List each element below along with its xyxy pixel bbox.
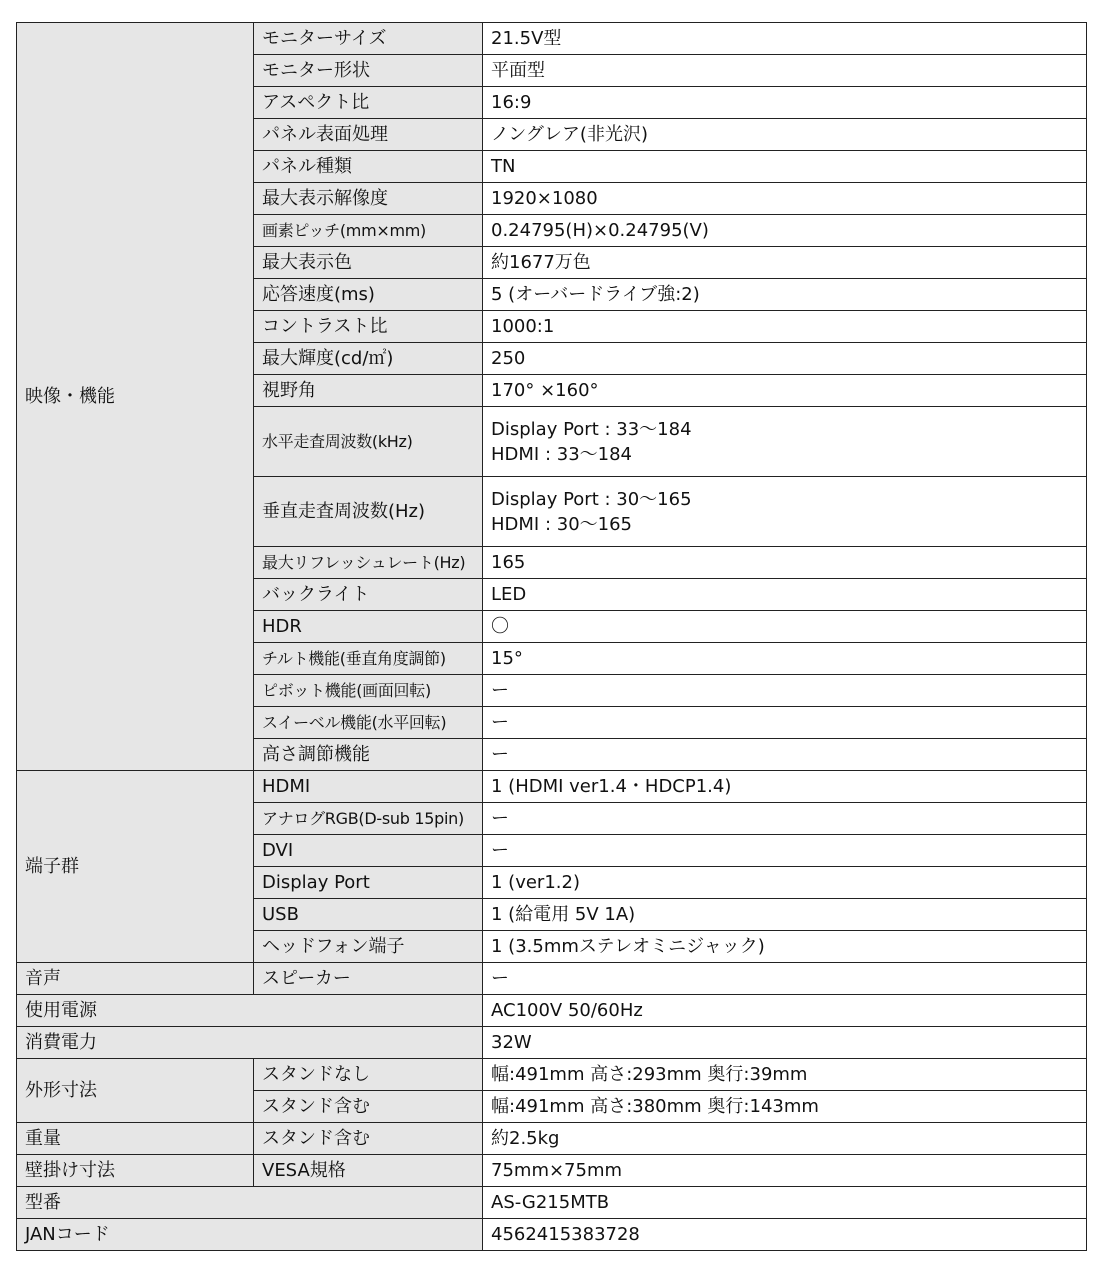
spec-value: 75mm×75mm — [483, 1155, 1087, 1187]
spec-label: VESA規格 — [254, 1155, 483, 1187]
spec-label: パネル表面処理 — [254, 119, 483, 151]
spec-value: 250 — [483, 343, 1087, 375]
spec-label: モニターサイズ — [254, 23, 483, 55]
spec-value: 幅:491mm 高さ:293mm 奥行:39mm — [483, 1059, 1087, 1091]
spec-value: ー — [483, 803, 1087, 835]
spec-value: 165 — [483, 547, 1087, 579]
spec-value: 幅:491mm 高さ:380mm 奥行:143mm — [483, 1091, 1087, 1123]
table-row — [17, 995, 1087, 1027]
spec-value: 1 (ver1.2) — [483, 867, 1087, 899]
spec-value: ー — [483, 963, 1087, 995]
category-jan: JANコード — [17, 1219, 483, 1251]
spec-value: 15° — [483, 643, 1087, 675]
spec-value: 約1677万色 — [483, 247, 1087, 279]
spec-value: ー — [483, 739, 1087, 771]
category-power-consumption: 消費電力 — [17, 1027, 483, 1059]
table-row — [17, 1219, 1087, 1251]
category-dimensions: 外形寸法 — [17, 1059, 254, 1123]
spec-value: 約2.5kg — [483, 1123, 1087, 1155]
spec-label: 最大輝度(cd/㎡) — [254, 343, 483, 375]
spec-label: スピーカー — [254, 963, 483, 995]
spec-table — [16, 22, 1087, 1251]
spec-label: 応答速度(ms) — [254, 279, 483, 311]
spec-label: 垂直走査周波数(Hz) — [254, 477, 483, 547]
spec-value: AS-G215MTB — [483, 1187, 1087, 1219]
spec-value: 21.5V型 — [483, 23, 1087, 55]
table-row — [17, 1187, 1087, 1219]
spec-value: AC100V 50/60Hz — [483, 995, 1087, 1027]
spec-label: 最大リフレッシュレート(Hz) — [254, 547, 483, 579]
category-model: 型番 — [17, 1187, 483, 1219]
spec-label: パネル種類 — [254, 151, 483, 183]
spec-value: ノングレア(非光沢) — [483, 119, 1087, 151]
spec-value: 1920×1080 — [483, 183, 1087, 215]
spec-value: ー — [483, 835, 1087, 867]
spec-value — [483, 477, 1087, 547]
spec-value: 〇 — [483, 611, 1087, 643]
spec-label: USB — [254, 899, 483, 931]
spec-label: 最大表示解像度 — [254, 183, 483, 215]
spec-label: スタンドなし — [254, 1059, 483, 1091]
spec-label: 視野角 — [254, 375, 483, 407]
spec-value: TN — [483, 151, 1087, 183]
spec-label: アスペクト比 — [254, 87, 483, 119]
spec-label: スイーベル機能(水平回転) — [254, 707, 483, 739]
spec-value-line: HDMI : 33〜184 — [491, 443, 633, 465]
spec-value: ー — [483, 675, 1087, 707]
spec-label: 最大表示色 — [254, 247, 483, 279]
spec-label: Display Port — [254, 867, 483, 899]
spec-value: 170° ×160° — [483, 375, 1087, 407]
spec-value: LED — [483, 579, 1087, 611]
spec-label: アナログRGB(D-sub 15pin) — [254, 803, 483, 835]
spec-value: 0.24795(H)×0.24795(V) — [483, 215, 1087, 247]
category-wall-mount: 壁掛け寸法 — [17, 1155, 254, 1187]
spec-value — [483, 407, 1087, 477]
spec-label: スタンド含む — [254, 1123, 483, 1155]
table-row — [17, 1027, 1087, 1059]
spec-value: 1 (給電用 5V 1A) — [483, 899, 1087, 931]
spec-label: チルト機能(垂直角度調節) — [254, 643, 483, 675]
spec-value-line: Display Port : 33〜184 — [491, 418, 692, 440]
spec-value: 1 (3.5mmステレオミニジャック) — [483, 931, 1087, 963]
category-weight: 重量 — [17, 1123, 254, 1155]
spec-value: 5 (オーバードライブ強:2) — [483, 279, 1087, 311]
spec-value: 4562415383728 — [483, 1219, 1087, 1251]
spec-value: ー — [483, 707, 1087, 739]
table-row — [17, 1059, 1087, 1091]
category-audio: 音声 — [17, 963, 254, 995]
spec-value-line: Display Port : 30〜165 — [491, 488, 692, 510]
spec-label: モニター形状 — [254, 55, 483, 87]
spec-value: 1 (HDMI ver1.4・HDCP1.4) — [483, 771, 1087, 803]
category-power-source: 使用電源 — [17, 995, 483, 1027]
spec-label: バックライト — [254, 579, 483, 611]
spec-label: コントラスト比 — [254, 311, 483, 343]
spec-label: ヘッドフォン端子 — [254, 931, 483, 963]
category-ports: 端子群 — [17, 771, 254, 963]
table-row — [17, 23, 1087, 55]
category-video: 映像・機能 — [17, 23, 254, 771]
spec-value: 16:9 — [483, 87, 1087, 119]
table-row — [17, 963, 1087, 995]
spec-label: スタンド含む — [254, 1091, 483, 1123]
spec-label: 水平走査周波数(kHz) — [254, 407, 483, 477]
spec-value: 1000:1 — [483, 311, 1087, 343]
spec-label: 画素ピッチ(mm×mm) — [254, 215, 483, 247]
spec-value: 平面型 — [483, 55, 1087, 87]
table-row — [17, 1123, 1087, 1155]
spec-value: 32W — [483, 1027, 1087, 1059]
table-row — [17, 771, 1087, 803]
spec-label: HDR — [254, 611, 483, 643]
spec-label: DVI — [254, 835, 483, 867]
spec-value-line: HDMI : 30〜165 — [491, 513, 633, 535]
spec-label: 高さ調節機能 — [254, 739, 483, 771]
spec-label: HDMI — [254, 771, 483, 803]
spec-label: ピボット機能(画面回転) — [254, 675, 483, 707]
table-row — [17, 1155, 1087, 1187]
